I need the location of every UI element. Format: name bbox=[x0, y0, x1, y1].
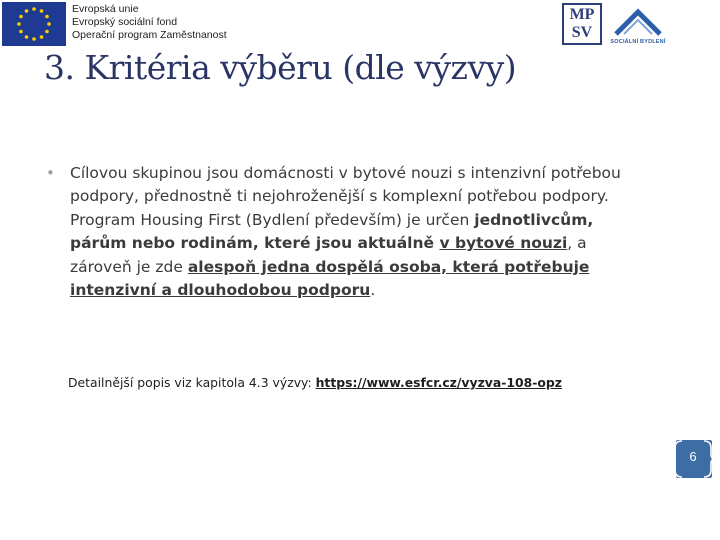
detail-text: Detailnější popis viz kapitola 4.3 výzvy: bbox=[68, 375, 316, 390]
mpsv-logo-bottom: SV bbox=[571, 24, 593, 41]
eu-line-1: Evropská unie bbox=[72, 3, 139, 15]
bullet-text-part: . bbox=[370, 281, 376, 300]
bullet-text-part: , a zároveň je zde bbox=[70, 234, 587, 276]
slide-title: 3. Kritéria výběru (dle výzvy) bbox=[44, 48, 517, 87]
eu-line-2: Evropský sociální fond bbox=[72, 16, 178, 28]
bullet-text bbox=[70, 162, 630, 302]
bullet-bold-underlined-part: alespoň jedna dospělá osoba, která potřebuje intenzivní a dlouhodobou podporu bbox=[70, 257, 590, 300]
detail-note bbox=[68, 374, 668, 392]
bullet-bold-underlined-part: v bytové nouzi bbox=[439, 234, 568, 253]
bullet-bold-part: jednotlivcům, párům nebo rodinám, které jsou aktuálně bbox=[70, 210, 594, 253]
bullet-list bbox=[46, 162, 646, 302]
eu-program-text bbox=[72, 3, 227, 42]
bullet-icon: • bbox=[46, 164, 55, 182]
eu-line-3: Operační program Zaměstnanost bbox=[72, 29, 227, 41]
page-number: 6 bbox=[689, 449, 697, 464]
eu-flag-logo bbox=[2, 2, 66, 46]
mpsv-logo bbox=[562, 3, 602, 45]
logo-caption: SOCIÁLNÍ BYDLENÍ bbox=[610, 39, 666, 45]
mpsv-logo-top: MP bbox=[569, 6, 595, 23]
detail-link[interactable]: https://www.esfcr.cz/vyzva-108-opz bbox=[315, 375, 562, 390]
bullet-text-part: Cílovou skupinou jsou domácnosti v bytové nouzi s intenzivní potřebou podpory, přednostně ti nejohroženější s komplexní potřebou podpory. Program Housing First (Bydlení především) je určen bbox=[70, 164, 621, 229]
